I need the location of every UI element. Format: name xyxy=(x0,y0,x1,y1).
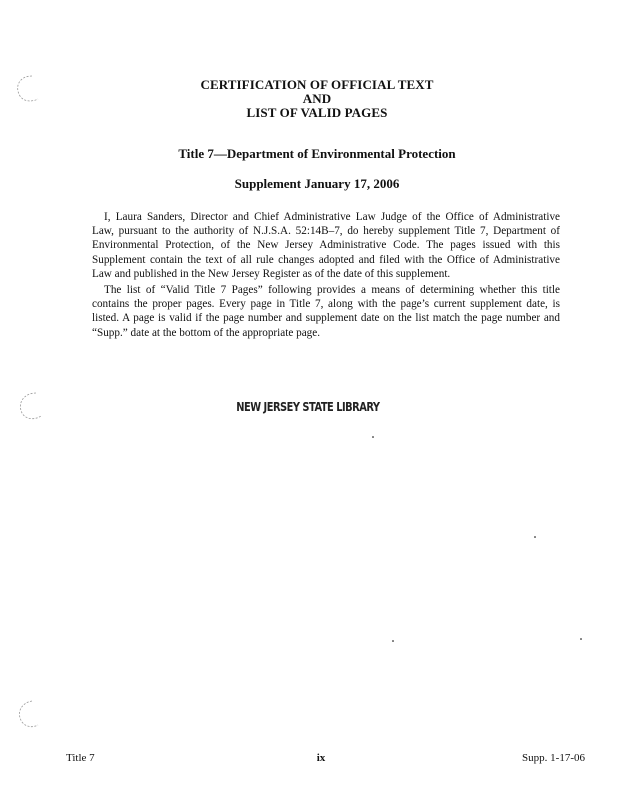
valid-pages-heading: LIST OF VALID PAGES xyxy=(246,105,388,120)
paragraph-line: Law, pursuant to the authority of N.J.S.A. 52:14B–7, do hereby supplement Title 7, Department of xyxy=(92,225,560,238)
paragraph-line: contains the proper pages. Every page in Title 7, along with the page’s current supplement date, is xyxy=(92,298,560,311)
footer-page-number: ix xyxy=(316,752,326,764)
scan-speck xyxy=(392,640,394,642)
certification-heading: CERTIFICATION OF OFFICIAL TEXT xyxy=(200,77,434,92)
valid-pages-paragraph xyxy=(92,283,560,340)
paragraph-line: The list of “Valid Title 7 Pages” following provides a means of determining whether this title xyxy=(104,284,560,296)
paragraph-line: “Supp.” date at the bottom of the appropriate page. xyxy=(92,326,321,339)
certification-heading-and: AND xyxy=(302,91,332,106)
footer-title: Title 7 xyxy=(66,752,95,764)
paragraph-line: Environmental Protection, of the New Jersey Administrative Code. The pages issued with this xyxy=(92,239,560,252)
library-stamp: NEW JERSEY STATE LIBRARY xyxy=(236,400,380,414)
footer-supplement-date: Supp. 1-17-06 xyxy=(522,752,585,764)
title-heading: Title 7—Department of Environmental Protection xyxy=(178,146,456,161)
supplement-date-heading: Supplement January 17, 2006 xyxy=(234,176,400,191)
punch-hole-mark xyxy=(16,390,44,422)
paragraph-line: I, Laura Sanders, Director and Chief Administrative Law Judge of the Office of Administrative xyxy=(104,211,560,223)
scan-speck xyxy=(372,436,374,438)
scan-speck xyxy=(580,638,582,640)
punch-hole-mark xyxy=(14,697,42,729)
scan-speck xyxy=(534,536,536,538)
paragraph-line: Law and published in the New Jersey Register as of the date of this supplement. xyxy=(92,267,451,280)
paragraph-line: listed. A page is valid if the page number and supplement date on the list match the page number and xyxy=(92,312,560,325)
certification-paragraph xyxy=(92,210,560,281)
paragraph-line: Supplement contain the text of all rule changes adopted and filed with the Office of Administrative xyxy=(92,253,560,266)
